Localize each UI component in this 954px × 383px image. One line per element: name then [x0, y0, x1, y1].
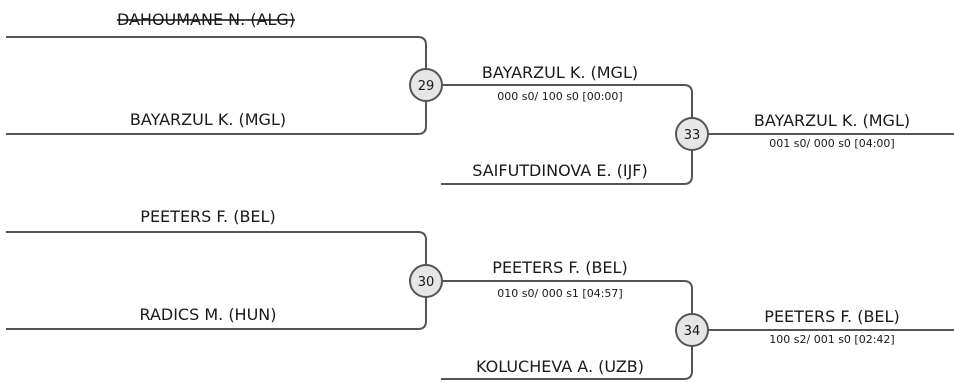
bottom-m2-score: 100 s2/ 001 s0 [02:42]	[769, 333, 895, 346]
top-m2-winner-name: BAYARZUL K. (MGL)	[753, 111, 911, 130]
top-r1-b-name: BAYARZUL K. (MGL)	[129, 110, 287, 129]
top-m1-number: 29	[417, 79, 435, 94]
top-m2-score: 001 s0/ 000 s0 [04:00]	[769, 137, 895, 150]
top-r2-b-name: SAIFUTDINOVA E. (IJF)	[472, 161, 648, 180]
top-m1-score: 000 s0/ 100 s0 [00:00]	[497, 90, 623, 103]
bottom-m1-winner-name: PEETERS F. (BEL)	[492, 258, 628, 277]
top-r1-a-name: DAHOUMANE N. (ALG)	[116, 10, 296, 29]
bottom-m2-number: 34	[683, 324, 701, 339]
bottom-m1-number: 30	[417, 275, 435, 290]
bottom-r2-b-name: KOLUCHEVA A. (UZB)	[476, 357, 644, 376]
bottom-m1-score: 010 s0/ 000 s1 [04:57]	[497, 287, 623, 300]
bottom-r1-a-name: PEETERS F. (BEL)	[140, 207, 276, 226]
bottom-m2-winner-name: PEETERS F. (BEL)	[764, 307, 900, 326]
bottom-r1-b-name: RADICS M. (HUN)	[139, 305, 277, 324]
top-m1-winner-name: BAYARZUL K. (MGL)	[481, 63, 639, 82]
top-m2-number: 33	[683, 128, 701, 143]
